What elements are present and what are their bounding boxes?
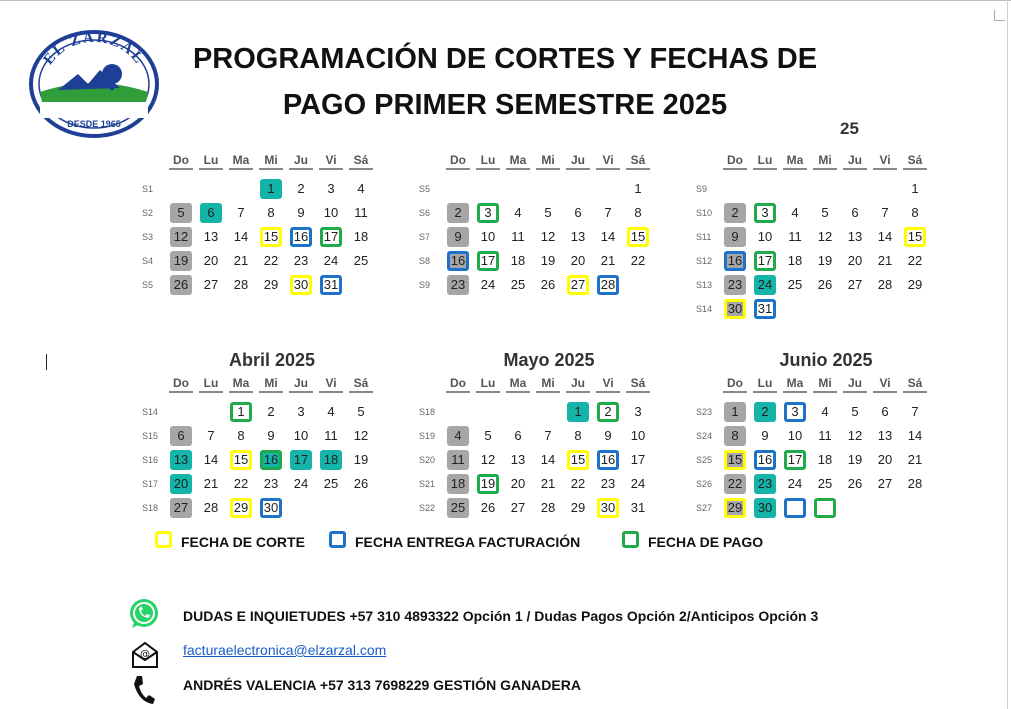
- weekday-header: Lu: [199, 153, 223, 170]
- calendar-day: 22: [233, 476, 249, 491]
- phone-icon: [131, 674, 157, 706]
- calendar-day: 26: [353, 476, 369, 491]
- calendar-day: 26: [170, 275, 192, 295]
- calendar-day: 27: [203, 277, 219, 292]
- calendar-day: 26: [540, 277, 556, 292]
- calendar-day: 17: [754, 251, 776, 271]
- week-number: S1: [142, 184, 154, 194]
- calendar-day: 25: [510, 277, 526, 292]
- calendar-day: 11: [511, 229, 525, 244]
- calendar-day: 29: [263, 277, 279, 292]
- weekday-header: Sá: [626, 376, 650, 393]
- calendar-day: 28: [540, 500, 556, 515]
- calendar-day: 15: [904, 227, 926, 247]
- calendar-day: 22: [570, 476, 586, 491]
- calendar-day: 12: [540, 229, 556, 244]
- calendar-day: 15: [567, 450, 589, 470]
- week-number: S18: [419, 407, 436, 417]
- calendar-day: 16: [754, 450, 776, 470]
- legend-pago-label: FECHA DE PAGO: [648, 534, 764, 550]
- week-number: S4: [142, 256, 154, 266]
- page-corner-mark: [994, 10, 1005, 21]
- calendar-day: 12: [847, 428, 863, 443]
- calendar-day: 9: [297, 205, 305, 220]
- week-number: S18: [142, 503, 159, 513]
- week-number: S25: [696, 455, 713, 465]
- weekday-header: Ma: [229, 153, 253, 170]
- calendar-day: 4: [447, 426, 469, 446]
- calendar-day: 27: [847, 277, 863, 292]
- calendar-day: 24: [630, 476, 646, 491]
- calendar-day: 17: [784, 450, 806, 470]
- calendar-day: 26: [847, 476, 863, 491]
- weekday-header: Ju: [843, 153, 867, 170]
- weekday-header: Lu: [753, 153, 777, 170]
- calendar-day: 5: [484, 428, 492, 443]
- calendar-day: 10: [787, 428, 803, 443]
- weekday-header: Vi: [596, 376, 620, 393]
- calendar-day: 28: [233, 277, 249, 292]
- calendar-day: 21: [600, 253, 616, 268]
- calendar-day: 29: [570, 500, 586, 515]
- calendar-day: 20: [203, 253, 219, 268]
- weekday-header: Sá: [903, 376, 927, 393]
- calendar-day: 8: [267, 205, 275, 220]
- calendar-day: 20: [170, 474, 192, 494]
- calendar-day: 4: [327, 404, 335, 419]
- calendar-day: 1: [260, 179, 282, 199]
- stray-year-fragment: 25: [840, 119, 859, 138]
- calendar-day: 11: [354, 205, 368, 220]
- calendar-day: 29: [907, 277, 923, 292]
- week-number: S7: [419, 232, 431, 242]
- week-number: S13: [696, 280, 713, 290]
- logo-tagline: DESDE 1965: [67, 119, 121, 129]
- legend-yellow-box: [155, 531, 172, 548]
- calendar-day: 19: [477, 474, 499, 494]
- calendar-day: 3: [754, 203, 776, 223]
- legend-corte-label: FECHA DE CORTE: [181, 534, 305, 550]
- calendar-day: 23: [724, 275, 746, 295]
- weekday-header: Do: [446, 376, 470, 393]
- week-number: S3: [142, 232, 154, 242]
- calendar-day: 21: [907, 452, 923, 467]
- page-top-border: [0, 0, 1011, 1]
- whatsapp-icon: [128, 598, 160, 630]
- calendar-title-may: Mayo 2025: [503, 350, 595, 370]
- calendar-day: 7: [881, 205, 889, 220]
- calendar-day: 2: [297, 181, 305, 196]
- calendar-day: 7: [911, 404, 919, 419]
- calendar-day: 6: [514, 428, 522, 443]
- weekday-header: Do: [169, 153, 193, 170]
- calendar-day: 23: [293, 253, 309, 268]
- calendar-day: 13: [570, 229, 586, 244]
- calendar-day: 1: [634, 181, 642, 196]
- calendar-day: 25: [353, 253, 369, 268]
- calendar-day: 30: [754, 498, 776, 518]
- calendar-day: 19: [817, 253, 833, 268]
- week-number: S14: [696, 304, 713, 314]
- calendar-day: 27: [567, 275, 589, 295]
- calendar-day: 13: [877, 428, 893, 443]
- calendar-day: 31: [320, 275, 342, 295]
- weekday-header: Lu: [476, 153, 500, 170]
- calendar-day: 12: [817, 229, 833, 244]
- calendar-day: 8: [574, 428, 582, 443]
- calendar-day: 19: [540, 253, 556, 268]
- calendar-day: 2: [447, 203, 469, 223]
- calendar-day: 15: [260, 227, 282, 247]
- calendar-day: 15: [230, 450, 252, 470]
- calendar-day: 27: [170, 498, 192, 518]
- calendar-day: 7: [544, 428, 552, 443]
- weekday-header: Sá: [626, 153, 650, 170]
- title-line-1: PROGRAMACIÓN DE CORTES Y FECHAS DE: [192, 43, 818, 75]
- calendar-day: 20: [847, 253, 863, 268]
- calendar-day: 22: [630, 253, 646, 268]
- calendar-day: 17: [477, 251, 499, 271]
- calendar-day: 24: [787, 476, 803, 491]
- calendar-day: 28: [203, 500, 219, 515]
- weekday-header: Sá: [903, 153, 927, 170]
- calendar-day: 10: [630, 428, 646, 443]
- calendar-day: 24: [480, 277, 496, 292]
- calendar-day: 7: [207, 428, 215, 443]
- weekday-header: Do: [723, 376, 747, 393]
- weekday-header: Sá: [349, 153, 373, 170]
- calendar-day: 5: [544, 205, 552, 220]
- calendar-day: 22: [907, 253, 923, 268]
- calendar-day: 11: [447, 450, 469, 470]
- logo-name: EL ZARZAL: [40, 30, 148, 68]
- calendar-day: 19: [847, 452, 863, 467]
- calendar-day: 18: [320, 450, 342, 470]
- weekday-header: Vi: [319, 153, 343, 170]
- calendar-day: 3: [634, 404, 642, 419]
- weekday-header: Do: [723, 153, 747, 170]
- calendar-day: 18: [353, 229, 369, 244]
- calendar-day: 11: [818, 428, 832, 443]
- calendar-day: 16: [597, 450, 619, 470]
- calendar-day: 16: [724, 251, 746, 271]
- week-number: S17: [142, 479, 159, 489]
- calendar-day: 12: [353, 428, 369, 443]
- calendar-day: 23: [754, 474, 776, 494]
- calendar-day: 2: [267, 404, 275, 419]
- weekday-header: Mi: [259, 376, 283, 393]
- weekday-header: Lu: [199, 376, 223, 393]
- week-number: S21: [419, 479, 436, 489]
- weekday-header: Ma: [506, 376, 530, 393]
- calendar-title-june: Junio 2025: [779, 350, 873, 370]
- page-right-border: [1007, 0, 1008, 709]
- calendar-day: 20: [510, 476, 526, 491]
- calendar-day: 31: [754, 299, 776, 319]
- calendar-day: 15: [724, 450, 746, 470]
- calendar-day: 20: [570, 253, 586, 268]
- calendar-day: 15: [627, 227, 649, 247]
- week-number: S8: [419, 256, 431, 266]
- calendar-day: 11: [788, 229, 802, 244]
- calendar-day: 1: [911, 181, 919, 196]
- weekday-header: Mi: [536, 153, 560, 170]
- calendar-day: 17: [630, 452, 646, 467]
- weekday-header: Ju: [289, 153, 313, 170]
- calendar-day: 12: [170, 227, 192, 247]
- calendar-day: 20: [877, 452, 893, 467]
- email-icon: [130, 640, 160, 670]
- week-number: S24: [696, 431, 713, 441]
- calendar-day: 9: [604, 428, 612, 443]
- calendar-day: 16: [447, 251, 469, 271]
- calendar-day: 21: [233, 253, 249, 268]
- calendar-day: 28: [597, 275, 619, 295]
- calendar-day: 14: [877, 229, 893, 244]
- weekday-header: Ma: [783, 376, 807, 393]
- weekday-header: Ju: [843, 376, 867, 393]
- calendar-day: 21: [540, 476, 556, 491]
- calendar-day: 25: [817, 476, 833, 491]
- calendar-day: 18: [510, 253, 526, 268]
- calendar-day: 13: [203, 229, 219, 244]
- calendar-day: 8: [911, 205, 919, 220]
- week-number: S2: [142, 208, 154, 218]
- phone-contact: ANDRÉS VALENCIA +57 313 7698229 GESTIÓN GANADERA: [183, 677, 581, 693]
- week-number: S9: [419, 280, 431, 290]
- calendar-day: 23: [600, 476, 616, 491]
- email-link[interactable]: facturaelectronica@elzarzal.com: [183, 642, 387, 658]
- legend-blue-box: [329, 531, 346, 548]
- calendar-day: 13: [847, 229, 863, 244]
- weekday-header: Ma: [506, 153, 530, 170]
- weekday-header: Ma: [229, 376, 253, 393]
- calendar-day: 28: [907, 476, 923, 491]
- weekday-header: Ju: [566, 376, 590, 393]
- calendar-day: 23: [263, 476, 279, 491]
- calendar-day: 7: [237, 205, 245, 220]
- calendar-day: 14: [907, 428, 923, 443]
- calendar-day: 2: [724, 203, 746, 223]
- calendar-day: 30: [597, 498, 619, 518]
- calendar-day: 25: [323, 476, 339, 491]
- calendar-day: 9: [724, 227, 746, 247]
- calendar-day: 25: [447, 498, 469, 518]
- calendar-day: 5: [821, 205, 829, 220]
- calendar-day: 23: [447, 275, 469, 295]
- calendar-day: 17: [290, 450, 312, 470]
- calendar-day: 28: [877, 277, 893, 292]
- calendar-day: 30: [260, 498, 282, 518]
- weekday-header: Mi: [813, 153, 837, 170]
- week-number: S12: [696, 256, 713, 266]
- weekday-header: Vi: [319, 376, 343, 393]
- calendar-day: 4: [791, 205, 799, 220]
- calendar-day: 24: [293, 476, 309, 491]
- calendar-day: 6: [170, 426, 192, 446]
- calendar-day: 3: [477, 203, 499, 223]
- calendar-day: 14: [233, 229, 249, 244]
- calendar-day: 14: [600, 229, 616, 244]
- calendar-empty-blue-marker: [784, 498, 806, 518]
- calendar-day: 10: [323, 205, 339, 220]
- week-number: S20: [419, 455, 436, 465]
- calendar-title-april: Abril 2025: [228, 350, 316, 370]
- calendar-day: 6: [881, 404, 889, 419]
- page-title: [180, 36, 830, 128]
- calendar-day: 24: [323, 253, 339, 268]
- calendar-day: 14: [540, 452, 556, 467]
- week-number: S9: [696, 184, 708, 194]
- calendar-day: 27: [877, 476, 893, 491]
- week-number: S19: [419, 431, 436, 441]
- weekday-header: Mi: [813, 376, 837, 393]
- calendar-day: 12: [480, 452, 496, 467]
- calendar-day: 9: [761, 428, 769, 443]
- calendar-day: 30: [724, 299, 746, 319]
- week-number: S10: [696, 208, 713, 218]
- week-number: S11: [696, 232, 712, 242]
- legend-facturacion-label: FECHA ENTREGA FACTURACIÓN: [355, 534, 581, 550]
- calendar-day: 22: [724, 474, 746, 494]
- calendar-day: 17: [320, 227, 342, 247]
- weekday-header: Ma: [783, 153, 807, 170]
- calendar-day: 2: [754, 402, 776, 422]
- calendar-day: 31: [630, 500, 646, 515]
- calendar-day: 3: [297, 404, 305, 419]
- calendar-day: 21: [877, 253, 893, 268]
- calendar-day: 10: [293, 428, 309, 443]
- calendar-day: 7: [604, 205, 612, 220]
- calendar-day: 4: [357, 181, 365, 196]
- calendar-day: 9: [447, 227, 469, 247]
- calendar-day: 5: [357, 404, 365, 419]
- calendar-day: 18: [817, 452, 833, 467]
- svg-text:@: @: [140, 649, 150, 660]
- week-number: S6: [419, 208, 431, 218]
- calendar-day: 18: [787, 253, 803, 268]
- week-number: S5: [419, 184, 431, 194]
- calendar-day: 13: [510, 452, 526, 467]
- weekday-header: Mi: [536, 376, 560, 393]
- calendar-day: 5: [170, 203, 192, 223]
- text-cursor: [46, 354, 47, 370]
- weekday-header: Lu: [476, 376, 500, 393]
- calendar-day: 14: [203, 452, 219, 467]
- calendar-day: 26: [817, 277, 833, 292]
- calendar-day: 10: [480, 229, 496, 244]
- week-number: S23: [696, 407, 713, 417]
- weekday-header: Ju: [289, 376, 313, 393]
- weekday-header: Lu: [753, 376, 777, 393]
- weekday-header: Ju: [566, 153, 590, 170]
- calendar-day: 8: [634, 205, 642, 220]
- calendar-day: 2: [597, 402, 619, 422]
- calendar-day: 26: [480, 500, 496, 515]
- calendar-day: 30: [290, 275, 312, 295]
- calendar-day: 18: [447, 474, 469, 494]
- calendar-day: 10: [757, 229, 773, 244]
- title-line-2: PAGO PRIMER SEMESTRE 2025: [282, 89, 728, 121]
- calendar-day: 6: [200, 203, 222, 223]
- calendar-day: 1: [724, 402, 746, 422]
- calendar-day: 24: [754, 275, 776, 295]
- calendar-day: 4: [514, 205, 522, 220]
- weekday-header: Vi: [873, 376, 897, 393]
- calendar-day: 4: [821, 404, 829, 419]
- calendar-day: 1: [567, 402, 589, 422]
- weekday-header: Do: [446, 153, 470, 170]
- calendar-day: 9: [267, 428, 275, 443]
- calendar-day: 29: [230, 498, 252, 518]
- week-number: S14: [142, 407, 159, 417]
- weekday-header: Sá: [349, 376, 373, 393]
- weekday-header: Vi: [596, 153, 620, 170]
- calendar-day: 6: [574, 205, 582, 220]
- week-number: S22: [419, 503, 436, 513]
- el-zarzal-logo: [28, 30, 160, 138]
- week-number: S16: [142, 455, 159, 465]
- calendar-day: 13: [170, 450, 192, 470]
- calendar-day: 29: [724, 498, 746, 518]
- calendar-day: 19: [170, 251, 192, 271]
- legend-green-box: [622, 531, 639, 548]
- calendar-empty-green-marker: [814, 498, 836, 518]
- calendar-day: 3: [327, 181, 335, 196]
- calendar-day: 22: [263, 253, 279, 268]
- calendar-day: 16: [260, 450, 282, 470]
- calendar-day: 25: [787, 277, 803, 292]
- calendar-day: 6: [851, 205, 859, 220]
- calendar-day: 8: [237, 428, 245, 443]
- calendar-day: 11: [324, 428, 338, 443]
- week-number: S5: [142, 280, 154, 290]
- calendar-day: 27: [510, 500, 526, 515]
- week-number: S27: [696, 503, 713, 513]
- weekday-header: Vi: [873, 153, 897, 170]
- whatsapp-contact: DUDAS E INQUIETUDES +57 310 4893322 Opción 1 / Dudas Pagos Opción 2/Anticipos Opción 3: [183, 608, 819, 624]
- calendar-day: 5: [851, 404, 859, 419]
- weekday-header: Do: [169, 376, 193, 393]
- calendar-day: 1: [230, 402, 252, 422]
- weekday-header: Mi: [259, 153, 283, 170]
- week-number: S15: [142, 431, 159, 441]
- calendar-day: 8: [724, 426, 746, 446]
- week-number: S26: [696, 479, 713, 489]
- calendar-day: 21: [203, 476, 219, 491]
- calendar-day: 16: [290, 227, 312, 247]
- calendar-day: 3: [784, 402, 806, 422]
- calendar-day: 19: [353, 452, 369, 467]
